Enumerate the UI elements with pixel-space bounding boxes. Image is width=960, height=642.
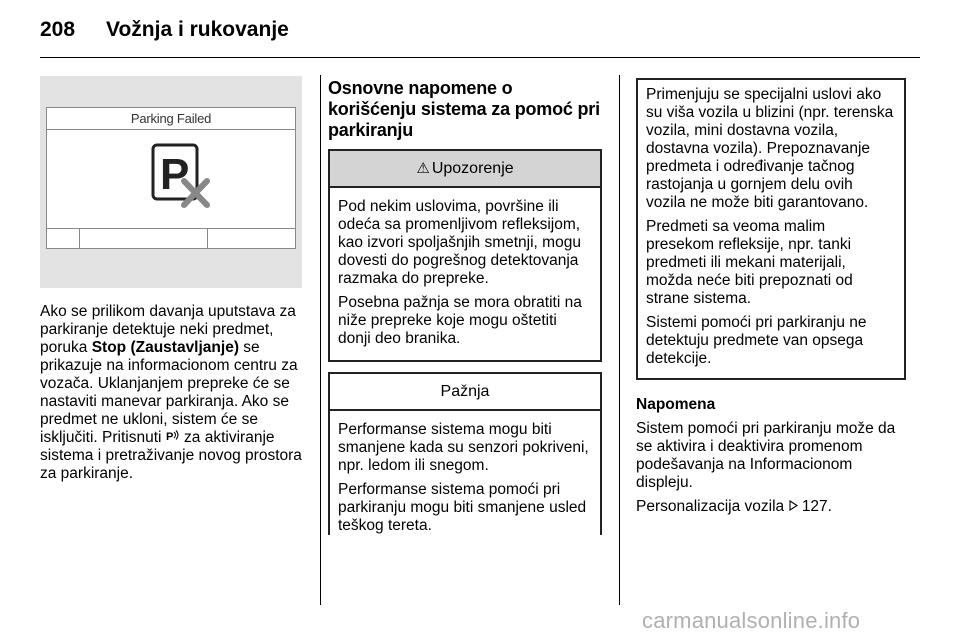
svg-text:P: P xyxy=(165,431,174,442)
stop-message-paragraph xyxy=(40,303,305,483)
continued-caution-box xyxy=(636,78,906,380)
info-display-screen xyxy=(46,107,296,249)
page-header xyxy=(40,18,289,42)
caution-body xyxy=(330,411,600,535)
park-assist-button-icon xyxy=(166,429,180,447)
text-run: Ako se prilikom davanja uputstava za parkiranje detektuje neki predmet, poruka xyxy=(40,303,296,356)
caution-heading: Pažnja xyxy=(440,382,490,400)
column-divider-1 xyxy=(320,75,321,605)
softkey-cell xyxy=(208,229,295,248)
caution-paragraph-2: Performanse sistema pomoći pri parkiranju mogu biti smanjene usled teškog tereta. xyxy=(338,481,587,534)
warning-paragraph-1: Pod nekim uslovima, površine ili odeća sa promenljivom refleksijom, kao izvori spoljašnjih smetnji, mogu dovesti do pogrešnog detektovanja razmaka do prepreke. xyxy=(338,198,581,287)
warning-heading: Upozorenje xyxy=(431,159,514,177)
text-run: se prikazuje na informacionom centru za vozača. Uklanjanjem prepreke će se nastaviti manevar parkiranja. Ako se predmet ne ukloni, sistem će se isključiti. Pritisnuti xyxy=(40,339,298,446)
softkey-cell xyxy=(80,229,208,248)
screen-title: Parking Failed xyxy=(47,108,295,130)
column-divider-2 xyxy=(619,75,620,605)
column-1-text xyxy=(40,303,305,489)
stop-message-label: Stop (Zaustavljanje) xyxy=(91,339,239,356)
warning-triangle-icon: ⚠ xyxy=(416,159,430,177)
warning-paragraph-2: Posebna pažnja se mora obratiti na niže prepreke koje mogu oštetiti donji deo branika. xyxy=(338,294,582,347)
header-rule xyxy=(40,57,920,58)
note-text: Sistem pomoći pri parkiranju može da se aktivira i deaktivira promenom podešavanja na Informacionom displeju. xyxy=(636,420,896,491)
note-title: Napomena xyxy=(636,396,716,413)
reference-label: Personalizacija vozila xyxy=(636,498,785,515)
softkey-cell xyxy=(47,229,80,248)
screen-softkey-bar xyxy=(47,228,295,248)
warning-box xyxy=(328,149,602,362)
site-watermark: carmanualsonline.info xyxy=(642,608,861,633)
caution-paragraph-1: Performanse sistema mogu biti smanjene kada su senzori pokriveni, npr. ledom ili snegom. xyxy=(338,421,589,474)
warning-header xyxy=(330,151,600,188)
reference-page: 127. xyxy=(801,498,832,515)
page-reference-arrow-icon xyxy=(789,498,798,515)
display-illustration xyxy=(40,76,302,288)
warning-body xyxy=(330,188,600,360)
caution-header xyxy=(330,374,600,411)
column-3 xyxy=(636,78,906,522)
page-number: 208 xyxy=(40,18,76,41)
caution-continued-paragraph-1: Primenjuju se specijalni uslovi ako su viša vozila u blizini (npr. terenska vozila, mini dostavna vozila, dostavna vozila). Prepoznavanje predmeta i određivanje tačnog rastojanja u gornjem delu ovih vozila ne može biti garantovano. xyxy=(646,86,894,211)
text-run: za aktiviranje sistema i pretraživanje novog prostora za parkiranje. xyxy=(40,429,302,482)
caution-continued-paragraph-3: Sistemi pomoći pri parkiranju ne detektuju predmete van opsega detekcije. xyxy=(646,314,867,367)
page-title: Vožnja i rukovanje xyxy=(106,18,289,41)
caution-box xyxy=(328,372,602,535)
svg-text:P: P xyxy=(160,150,190,199)
parking-failed-icon xyxy=(151,143,211,211)
cross-reference[interactable] xyxy=(636,498,906,516)
section-title: Osnovne napomene o korišćenju sistema za pomoć pri parkiranju xyxy=(328,78,600,140)
column-2 xyxy=(328,78,602,535)
caution-continued-paragraph-2: Predmeti sa veoma malim presekom refleksije, npr. tanki predmeti ili mekani materijali, možda neće biti prepoznati od strane sistema. xyxy=(646,218,853,307)
